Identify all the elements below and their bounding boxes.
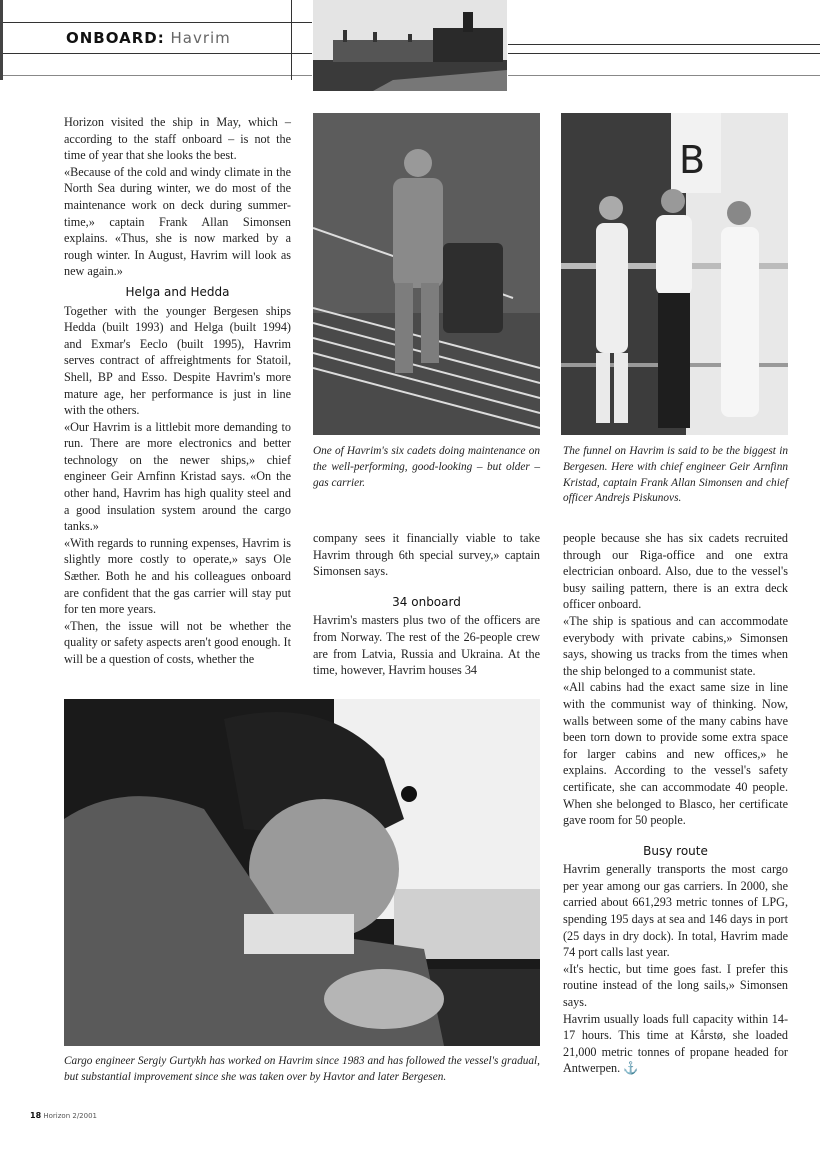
issue-label: Horizon 2/2001 (43, 1112, 97, 1120)
left-p6: «Then, the issue will not be whether the quality or safety aspects aren't good enough. It will be a question of costs, whether the (64, 618, 291, 666)
right-p4: Havrim generally transports the most cargo per year among our gas carriers. In 2000, she carried about 661,293 metric tonnes of LPG, spending 195 days at sea and 146 days in port (25 days in dry dock). In total, Havrim made 74 port calls last year. (563, 862, 788, 960)
svg-text:B: B (679, 138, 706, 182)
right-p3: «All cabins had the exact same size in line with the communist way of thinking. Now, walls between some of the many cabins have been torn down to provide some extra space for larger cabins and new offices,» he explains. According to the vessel's safety certificate, she can accommodate 40 people. When she belonged to Blasco, her certificate gave room for 50 people. (563, 680, 788, 828)
header-photo-ship (313, 0, 507, 91)
heading-helga-hedda: Helga and Hedda (125, 284, 230, 299)
right-p6 (563, 1011, 788, 1077)
funnel-photo-icon (561, 113, 788, 435)
heading-busy-route: Busy route (643, 843, 708, 858)
photo-funnel-officers (561, 113, 788, 435)
left-p3: Together with the younger Bergesen ships Hedda (built 1993) and Helga (built 1994) and Exmar's Eeclo (built 1995), Havrim serves contract of affreightments for Statoil, Shell, BP and Esso. Despite Havrim's more mature age, her performance is just in line with the others. (64, 303, 291, 418)
caption-funnel: The funnel on Havrim is said to be the biggest in Bergesen. Here with chief engineer Geir Arnfinn Kristad, captain Frank Allan Simonsen and chief officer Andrejs Piskunovs. (563, 445, 788, 505)
left-p5: «With regards to running expenses, Havrim is slightly more costly to operate,» says Ole Sæther. Both he and his colleagues onboard are confident that the gas carrier will stay put for ten more years. (64, 535, 291, 617)
ship-terminal-icon (313, 0, 507, 91)
caption-cadet: One of Havrim's six cadets doing maintenance on the well-performing, good-looking – but older – gas carrier. (313, 445, 540, 489)
left-p1: Horizon visited the ship in May, which – according to the staff onboard – is not the time of year that she looks the best. (64, 115, 291, 163)
left-p2: «Because of the cold and windy climate in the North Sea during winter, we do most of the maintenance work on deck during summer-time,» captain Frank Allan Simonsen explains. «Thus, she is now marked by a rough winter. In August, Havrim will look as new again.» (64, 164, 291, 279)
right-p5: «It's hectic, but time goes fast. I prefer this routine instead of the long sails,» Simonsen says. (563, 961, 788, 1010)
caption-engineer: Cargo engineer Sergiy Gurtykh has worked on Havrim since 1983 and has followed the vessel's gradual, but substantial improvement since she was taken over by Havtor and later Bergesen. (64, 1055, 540, 1083)
photo-cargo-engineer (64, 699, 540, 1046)
photo-cadet-maintenance (313, 113, 540, 435)
header-divider (291, 0, 292, 80)
header-rule-top (0, 22, 312, 23)
middle-p2: Havrim's masters plus two of the officers are from Norway. The rest of the 26-people crew are from Latvia, Russia and Ukraina. At the time, however, Havrim houses 34 (313, 613, 540, 678)
header-rule-under-right (508, 75, 820, 76)
header-title (66, 29, 231, 47)
header-ship-name: Havrim (170, 29, 231, 47)
middle-p1: company sees it financially viable to take Havrim through 6th special survey,» captain Simonsen says. (313, 531, 540, 579)
right-p1: people because she has six cadets recruited through our Riga-office and one extra electrician onboard. Also, due to the vessel's busy sailing pattern, there is an extra deck officer onboard. (563, 531, 788, 612)
right-p6-text: Havrim usually loads full capacity within 14-17 hours. This time at Kårstø, she loaded 21,000 metric tonnes of propane headed for Antwerpen. (563, 1011, 788, 1076)
footer (30, 1111, 97, 1120)
header-section: ONBOARD: (66, 29, 165, 47)
header-rule-under (0, 75, 312, 76)
header-rule-bottom-right (508, 53, 820, 54)
column-right (563, 530, 788, 1077)
page-number: 18 (30, 1111, 42, 1120)
header-rule-bottom (0, 53, 312, 54)
column-left (64, 114, 291, 668)
column-middle (313, 530, 540, 679)
header-rule-top-right (508, 44, 820, 45)
left-edge-bar (0, 0, 3, 80)
right-p2: «The ship is spatious and can accommodate everybody with private cabins,» Simonsen says, showing us tracks from the times when the ship belonged to a communist state. (563, 613, 788, 678)
left-p4: «Our Havrim is a littlebit more demanding to run. There are more electronics and better technology on the newer ships,» chief engineer Geir Arnfinn Kristad says. «On the other hand, Havrim has high quality steel and a good insulation system around the cargo tanks.» (64, 419, 291, 534)
cadet-photo-icon (313, 113, 540, 435)
engineer-photo-icon (64, 699, 540, 1046)
heading-34-onboard: 34 onboard (392, 594, 461, 609)
end-mark-icon: ⚓ (623, 1061, 639, 1076)
